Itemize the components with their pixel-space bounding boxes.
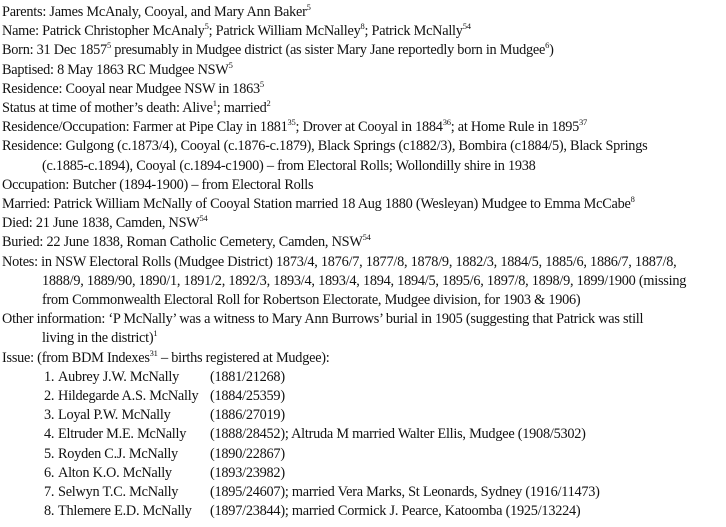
buried-line: Buried: 22 June 1838, Roman Catholic Cemetery, Camden, NSW$^{54}$ (2, 232, 371, 251)
issue-item: 8. Thlemere E.D. McNally (1897/23844); married Cormick J. Pearce, Katoomba (1925/13224) (44, 503, 581, 520)
residence-list-line-2: (c.1885-c.1894), Cooyal (c.1894-c1900) – from Electoral Rolls; Wollondilly shire in 1938 (42, 157, 536, 174)
occupation-line: Occupation: Butcher (1894-1900) – from Electoral Rolls (2, 176, 314, 193)
died-line: Died: 21 June 1838, Camden, NSW$^{54}$ (2, 213, 208, 232)
footnote-ref: 31 (149, 347, 158, 358)
other-info-line-1: Other information: ‘P McNally’ was a witness to Mary Ann Burrows’ burial in 1905 (suggesting that Patrick was still (2, 311, 644, 328)
footnote-ref: 37 (579, 117, 588, 128)
issue-item: 5. Royden C.J. McNally (1890/22867) (44, 445, 285, 462)
notes-line-3: from Commonwealth Electoral Roll for Robertson Electorate, Mudgee division, for 1903 & 1906) (42, 292, 581, 308)
married-line: Married: Patrick William McNally of Cooyal Station married 18 Aug 1880 (Wesleyan) Mudgee to Emma McCabe$^8$ (2, 194, 635, 212)
status-line: Status at time of mother’s death: Alive$^1$; married$^2$ (2, 98, 271, 116)
footnote-ref: 1 (153, 328, 158, 339)
notes-line-1: Notes: in NSW Electoral Rolls (Mudgee District) 1873/4, 1876/7, 1877/8, 1878/9, 1882/3, 1884/5, 1885/6, 1886/7, 1887/8, (2, 253, 677, 270)
footnote-ref: 6 (545, 40, 550, 51)
footnote-ref: 8 (360, 21, 365, 32)
issue-header-line: Issue: (from BDM Indexes$^{31}$ – births registered at Mudgee): (2, 347, 330, 366)
issue-item: 6. Alton K.O. McNally (1893/23982) (44, 464, 285, 481)
footnote-ref: 2 (266, 98, 271, 109)
footnote-ref: 5 (204, 21, 209, 32)
issue-item: 7. Selwyn T.C. McNally (1895/24607); married Vera Marks, St Leonards, Sydney (1916/11473) (44, 484, 600, 500)
notes-line-2: 1888/9, 1889/90, 1890/1, 1891/2, 1892/3, 1893/4, 1893/4, 1894, 1894/5, 1895/6, 1897/8, 1898/9, 1899/1900 (missing (42, 272, 687, 289)
footnote-ref: 54 (199, 213, 208, 224)
born-line: Born: 31 Dec 1857$^5$ presumably in Mudgee district (as sister Mary Jane reportedly born in Mudgee$^6$) (2, 40, 554, 59)
issue-item: 3. Loyal P.W. McNally (1886/27019) (44, 407, 285, 424)
footnote-ref: 8 (630, 194, 635, 205)
footnote-ref: 5 (106, 40, 111, 51)
residence-1863-line: Residence: Cooyal near Mudgee NSW in 1863$^5$ (2, 79, 264, 97)
footnote-ref: 54 (362, 232, 371, 243)
parents-line: Parents: James McAnaly, Cooyal, and Mary Ann Baker$^5$ (2, 2, 311, 20)
footnote-ref: 35 (287, 117, 296, 128)
baptised-line: Baptised: 8 May 1863 RC Mudgee NSW$^5$ (2, 59, 233, 78)
residence-occupation-line: Residence/Occupation: Farmer at Pipe Clay in 1881$^{35}$; Drover at Cooyal in 1884$^{36}$; at Home Rule in 1895$^{37}$ (2, 117, 588, 136)
issue-item: 4. Eltruder M.E. McNally (1888/28452); Altruda M married Walter Ellis, Mudgee (1908/5302) (44, 426, 586, 443)
footnote-ref: 5 (306, 2, 311, 13)
other-info-line-2: living in the district)$^1$ (42, 328, 158, 347)
footnote-ref: 1 (212, 98, 217, 109)
residence-list-line-1: Residence: Gulgong (c.1873/4), Cooyal (c.1876-c.1879), Black Springs (c1882/3), Bombira (c1884/5), Black Springs (2, 138, 648, 155)
issue-item: 1. Aubrey J.W. McNally (1881/21268) (44, 368, 285, 385)
name-line: Name: Patrick Christopher McAnaly$^5$; Patrick William McNalley$^8$; Patrick McNally$^{54}$ (2, 21, 471, 40)
footnote-ref: 5 (259, 79, 264, 90)
footnote-ref: 54 (462, 21, 471, 32)
footnote-ref: 36 (442, 117, 451, 128)
issue-item: 2. Hildegarde A.S. McNally (1884/25359) (44, 388, 285, 404)
footnote-ref: 5 (228, 59, 233, 70)
